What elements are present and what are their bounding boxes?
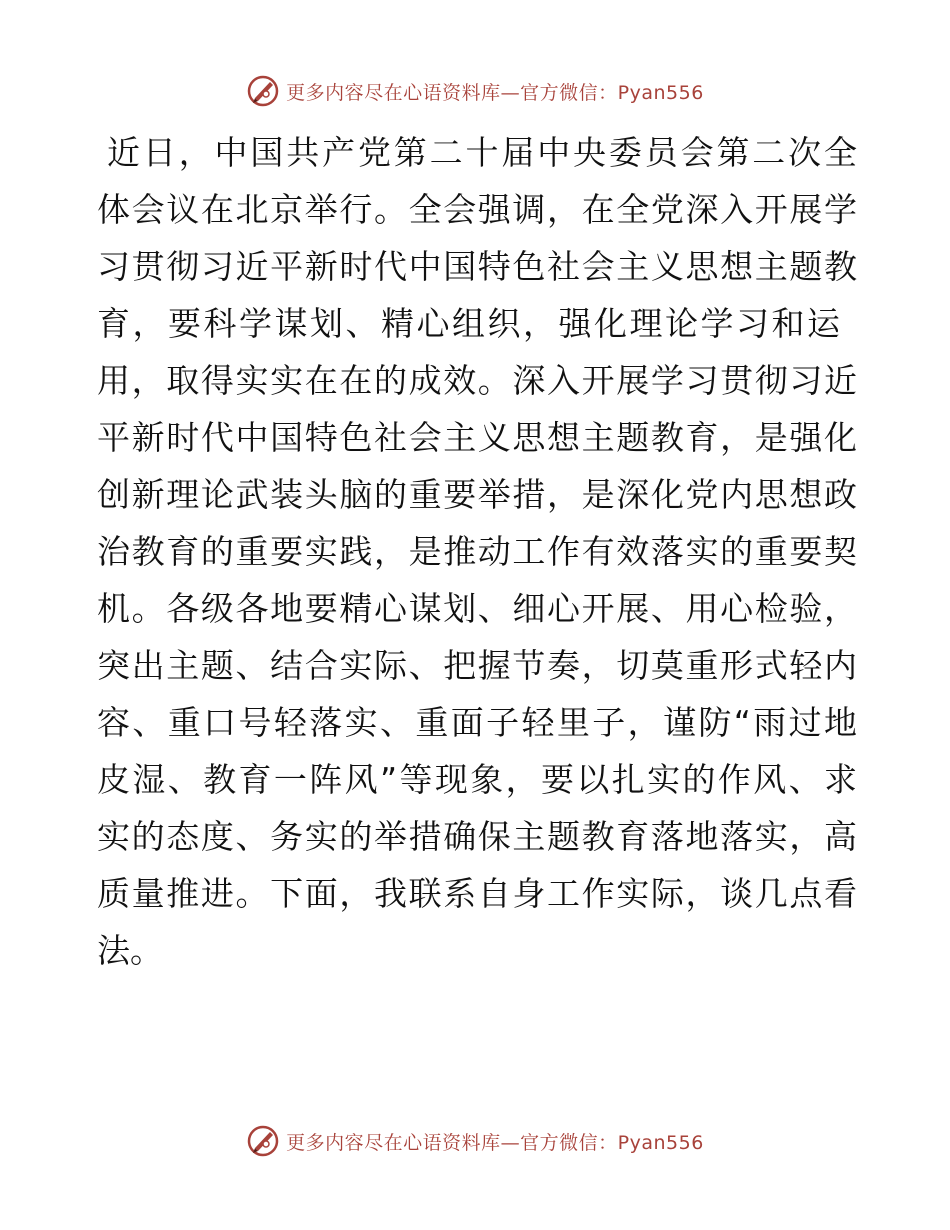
watermark-label: 更多内容尽在心语资料库—官方微信： — [286, 81, 618, 104]
header-watermark — [0, 71, 950, 111]
paragraph-line: 质量推进。下面，我联系自身工作实际，谈几点看 — [97, 874, 857, 913]
document-body — [97, 124, 857, 979]
watermark-wechat-id: Pyan556 — [617, 81, 704, 104]
paragraph-line: 机。各级各地要精心谋划、细心开展、用心检验， — [97, 589, 857, 628]
pen-logo-icon — [246, 1124, 280, 1158]
footer-watermark — [0, 1121, 950, 1161]
watermark-text — [286, 78, 704, 105]
pen-logo-icon — [246, 74, 280, 108]
paragraph-line: 法。 — [97, 931, 163, 970]
watermark-label: 更多内容尽在心语资料库—官方微信： — [286, 1131, 618, 1154]
paragraph-line: 实的态度、务实的举措确保主题教育落地落实，高 — [97, 817, 857, 856]
paragraph-line: 近日，中国共产党第二十届中央委员会第二次全 — [107, 133, 857, 172]
paragraph-line: 突出主题、结合实际、把握节奏，切莫重形式轻内 — [97, 646, 857, 685]
paragraph-line: 体会议在北京举行。全会强调，在全党深入开展学 — [97, 190, 857, 229]
paragraph-line: 平新时代中国特色社会主义思想主题教育，是强化 — [97, 418, 857, 457]
watermark-text — [286, 1128, 704, 1155]
paragraph-line: 皮湿、教育一阵风”等现象，要以扎实的作风、求 — [97, 760, 857, 799]
paragraph-line: 育，要科学谋划、精心组织，强化理论学习和运 — [97, 304, 843, 343]
paragraph-line: 容、重口号轻落实、重面子轻里子，谨防“雨过地 — [97, 703, 857, 742]
paragraph-line: 用，取得实实在在的成效。深入开展学习贯彻习近 — [97, 361, 857, 400]
paragraph-line: 创新理论武装头脑的重要举措，是深化党内思想政 — [97, 475, 857, 514]
paragraph-line: 治教育的重要实践，是推动工作有效落实的重要契 — [97, 532, 857, 571]
paragraph-line: 习贯彻习近平新时代中国特色社会主义思想主题教 — [97, 247, 857, 286]
watermark-wechat-id: Pyan556 — [617, 1131, 704, 1154]
